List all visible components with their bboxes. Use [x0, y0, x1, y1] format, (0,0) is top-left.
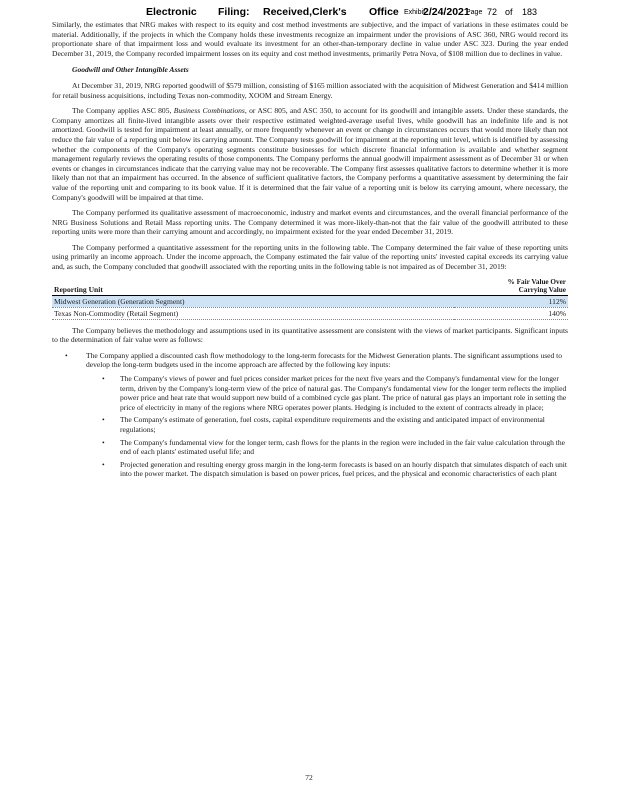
- fair-value-cell: 140%: [454, 307, 568, 319]
- asc-805-text-a: The Company applies ASC 805,: [72, 106, 174, 116]
- paragraph-asc-805: [52, 106, 568, 202]
- header-received: Received,Clerk's: [263, 6, 347, 18]
- fair-value-cell: 112%: [454, 295, 568, 307]
- list-item: • The Company's estimate of generation, fuel costs, capital expenditure requirements and the existing and anticipated impact of environmental regulations;: [86, 415, 568, 434]
- reporting-unit-table: [52, 278, 568, 320]
- reporting-unit-cell: Texas Non-Commodity (Retail Segment): [52, 307, 454, 319]
- list-item: [52, 351, 568, 479]
- bullet-main-text: The Company applied a discounted cash flow methodology to the long-term forecasts for the Midwest Generation plants. The significant assumptions used to develop the long-term budgets used in the income approach are affected by the following key inputs:: [86, 350, 563, 370]
- column-header-reporting-unit: Reporting Unit: [52, 278, 454, 296]
- section-heading: Goodwill and Other Intangible Assets: [72, 65, 189, 75]
- header-electronic: Electronic: [146, 6, 197, 18]
- key-inputs-list: [86, 374, 568, 479]
- header-date: 2/24/2021: [423, 6, 470, 18]
- paragraph-equity-estimates: Similarly, the estimates that NRG makes with respect to its equity and cost method investments are subjective, and the impact of variations in these estimates could be material. Additionally, if the projects in which the Company holds these investments recognize an impairment under the provisions of ASC 360, NRG would record its proportionate share of that impairment loss and would evaluate its investment for an other-than-temporary decline in value under ASC 323. During the year ended December 31, 2019, the Company recorded impairment losses on its equity and cost method investments, primarily Petra Nova, of $108 million due to declines in value.: [52, 20, 568, 58]
- table-row: [52, 295, 568, 307]
- fair-value-header-line2: Carrying Value: [518, 286, 566, 295]
- table-header-row: [52, 278, 568, 296]
- paragraph-methodology: The Company believes the methodology and assumptions used in its quantitative assessment are consistent with the views of market participants. Significant inputs to the determination of fair value were as follows:: [52, 325, 568, 345]
- header-office: Office: [369, 6, 399, 18]
- significant-inputs-list: [52, 351, 568, 479]
- document-body: [52, 20, 568, 483]
- column-header-fair-value: [454, 278, 568, 296]
- paragraph-qualitative-assessment: The Company performed its qualitative assessment of macroeconomic, industry and market events and circumstances, and the overall financial performance of the NRG Business Solutions and Retail Mass reporting units. The Company determined it was more-likely-than-not that the fair value of the goodwill attributed to these reporting units were more than their carrying amount and accordingly, no impairment existed for the year ended December 31, 2019.: [52, 208, 568, 237]
- paragraph-quantitative-assessment: The Company performed a quantitative assessment for the reporting units in the following table. The Company determined the fair value of these reporting units using primarily an income approach. Under the income approach, the Company estimated the fair value of the reporting units' invested capital exceeds its carrying value and, as such, the Company concluded that goodwill associated with the reporting units in the following table is not impaired as of December 31, 2019:: [52, 242, 568, 272]
- header-of: of: [505, 7, 513, 17]
- asc-805-text-b: , or ASC 805, and ASC 350, to account for its goodwill and intangible assets. Under these standards, the Company amortizes all finite-lived intangible assets over their respective estimated weighted-average useful lives, while goodwill has an indefinite life and is not amortized. Goodwill is tested for impairment at least annually, or more frequently whenever an event or change in circumstances occurs that would more likely than not reduce the fair value of a reporting unit below its carrying amount. The Company tests goodwill for impairment at the reporting unit level, which is identified by assessing whether the components of the Company's operating segments constitute businesses for which discrete financial information is available and whether segment management regularly reviews the operating results of those components. The Company performs the annual goodwill impairment assessment as of December 31 or when events or changes in circumstances indicate that the carrying value may not be recoverable. The Company first assesses qualitative factors to determine whether it is more likely than not that an impairment has occurred. In the absence of sufficient qualitative factors, the Company performs a quantitative assessment by determining the fair value of the reporting unit and comparing to its book value. If it is determined that the fair value of a reporting unit is below its carrying amount, where necessary, the Company's goodwill will be impaired at that time.: [52, 106, 569, 202]
- header-page-label: Page: [466, 9, 483, 16]
- header-total: 183: [522, 7, 538, 17]
- list-item: • The Company's fundamental view for the longer term, cash flows for the plants in the region were included in the fair value calculation through the end of each plants' estimated useful life; and: [86, 438, 568, 457]
- reporting-unit-cell: Midwest Generation (Generation Segment): [52, 295, 454, 307]
- paragraph-goodwill-reported: At December 31, 2019, NRG reported goodwill of $579 million, consisting of $165 million associated with the acquisition of Midwest Generation and $414 million for retail business acquisitions, including Texas non-commodity, XOOM and Stream Energy.: [52, 80, 568, 100]
- header-page-num: 72: [487, 7, 498, 17]
- page-number: 72: [305, 773, 313, 782]
- fair-value-header-line1: % Fair Value Over: [507, 277, 566, 286]
- header-exhibit: Exhibit: [404, 9, 426, 16]
- list-item: • Projected generation and resulting energy gross margin in the long-term forecasts is based on an hourly dispatch that simulates dispatch of each unit into the power market. The dispatch simulation is based on power prices, fuel prices, and the physical and economic characteristics of each plant: [86, 460, 568, 479]
- business-combinations-italic: Business Combinations: [173, 106, 245, 116]
- header-filing: Filing:: [218, 6, 250, 18]
- list-item: • The Company's views of power and fuel prices consider market prices for the next five years and the Company's fundamental view for the longer term, driven by the Company's long-term view of the price of natural gas. The Company's fundamental view for the longer term reflects the implied power price and heat rate that would support new build of a combined cycle gas plant. The price of natural gas plays an important role in setting the price of electricity in many of the regions where NRG operates power plants. Hedging is included to the extent of contracts already in place;: [86, 374, 568, 412]
- table-row: [52, 307, 568, 319]
